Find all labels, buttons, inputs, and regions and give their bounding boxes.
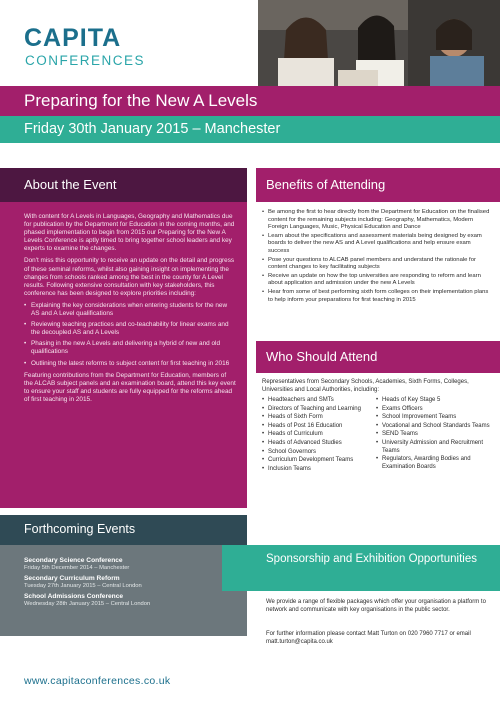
list-item: • School Governors	[262, 449, 372, 457]
event-date-line: Tuesday 27th January 2015 – Central London	[24, 583, 142, 589]
list-item: • Heads of Key Stage 5	[376, 397, 492, 405]
list-item: • Learn about the specifications and assessment materials being designed by exam boards to deliver the new AS and A Level qualifications and help ensure exam success	[262, 233, 490, 256]
about-paragraph-2: Don't miss this opportunity to receive an update on the detail and progress of these seminal reforms, whilst also gaining insight on implementing the changes from schools ranked among the best in the county for A Level results. Following extensive consultation with key stakeholders, this conference has been designed to explore priorities including:	[24, 257, 235, 297]
list-item: • Pose your questions to ALCAB panel members and understand the rationale for content changes to key facilitating subjects	[262, 257, 490, 272]
list-item: • University Admission and Recruitment Teams	[376, 440, 492, 455]
brand-logo: CAPITA	[24, 24, 122, 52]
event-item[interactable]	[24, 575, 239, 590]
list-item: • Vocational and School Standards Teams	[376, 423, 492, 431]
list-item: • School Improvement Teams	[376, 414, 492, 422]
benefits-heading: Benefits of Attending	[266, 177, 386, 192]
website-link[interactable]: www.capitaconferences.co.uk	[24, 675, 171, 687]
students-photo-illustration	[258, 0, 500, 86]
list-item: • Headteachers and SMTs	[262, 397, 372, 405]
sponsorship-contact[interactable]: For further information please contact Matt Turton on 020 7960 7717 or email matt.turton@capita.co.uk	[266, 631, 471, 645]
audience-list-right	[376, 397, 492, 472]
about-heading: About the Event	[24, 177, 117, 192]
brand-sub: CONFERENCES	[25, 53, 146, 68]
list-item: • SEND Teams	[376, 431, 492, 439]
who-intro: Representatives from Secondary Schools, Academies, Sixth Forms, Colleges, Universities and Local Authorities, including:	[262, 379, 469, 393]
audience-list-left	[262, 397, 372, 474]
list-item: • Heads of Post 16 Education	[262, 423, 372, 431]
list-item: • Regulators, Awarding Bodies and Examination Boards	[376, 456, 492, 471]
event-name: Secondary Curriculum Reform	[24, 575, 120, 582]
forthcoming-heading: Forthcoming Events	[24, 522, 136, 536]
list-item: • Heads of Sixth Form	[262, 414, 372, 422]
about-priorities-list	[24, 302, 236, 368]
list-item: • Heads of Curriculum	[262, 431, 372, 439]
event-date-line: Wednesday 28th January 2015 – Central London	[24, 601, 151, 607]
list-item: • Phasing in the new A Levels and delivering a hybrid of new and old qualifications	[24, 340, 236, 356]
list-item: • Hear from some of best performing sixth form colleges on their implementation plans to help inform your preparations for first teaching in 2015	[262, 289, 490, 304]
benefits-list	[262, 209, 490, 305]
list-item: • Heads of Advanced Studies	[262, 440, 372, 448]
about-paragraph-1: With content for A Levels in Languages, Geography and Mathematics due for publication by the Department for Education in the coming months, and phased implementation to begin from 2015 our Preparing for the New A Levels Conference is aptly timed to bring together school leaders and key experts to examine the changes.	[24, 213, 235, 253]
event-name: School Admissions Conference	[24, 593, 124, 600]
event-item[interactable]	[24, 557, 239, 572]
list-item: • Exams Officers	[376, 406, 492, 414]
list-item: • Curriculum Development Teams	[262, 457, 372, 465]
event-date-line: Friday 5th December 2014 – Manchester	[24, 565, 130, 571]
page-title: Preparing for the New A Levels	[24, 91, 258, 110]
event-date: Friday 30th January 2015 – Manchester	[24, 121, 281, 137]
event-name: Secondary Science Conference	[24, 557, 123, 564]
sponsorship-body: We provide a range of flexible packages which offer your organisation a platform to network and communicate with key organisations in the public sector.	[266, 599, 486, 613]
about-body	[24, 213, 236, 408]
list-item: • Be among the first to hear directly from the Department for Education on the finalised content for the remaining subjects including: Geography, Mathematics, Modern Foreign Languages, Music, Physical Education and Dance	[262, 209, 490, 232]
list-item: • Directors of Teaching and Learning	[262, 406, 372, 414]
list-item: • Explaining the key considerations when entering students for the new AS and A Level qualifications	[24, 302, 236, 318]
who-heading: Who Should Attend	[266, 349, 378, 364]
about-paragraph-3: Featuring contributions from the Department for Education, members of the ALCAB subject panels and an examination board, attend this key event to ensure your staff and students are fully equipped for the reforms ahead of first teaching in 2015.	[24, 371, 236, 403]
events-list	[24, 557, 239, 611]
sponsorship-heading: Sponsorship and Exhibition Opportunities	[266, 553, 477, 565]
list-item: • Outlining the latest reforms to subject content for first teaching in 2016	[24, 360, 236, 368]
list-item: • Reviewing teaching practices and co-teachability for linear exams and the decoupled AS and A Levels	[24, 321, 236, 337]
list-item: • Receive an update on how the top universities are responding to reform and learn about application and admission under the new A Levels	[262, 273, 490, 288]
event-item[interactable]	[24, 593, 239, 608]
list-item: • Inclusion Teams	[262, 466, 372, 474]
header-photo	[258, 0, 500, 86]
